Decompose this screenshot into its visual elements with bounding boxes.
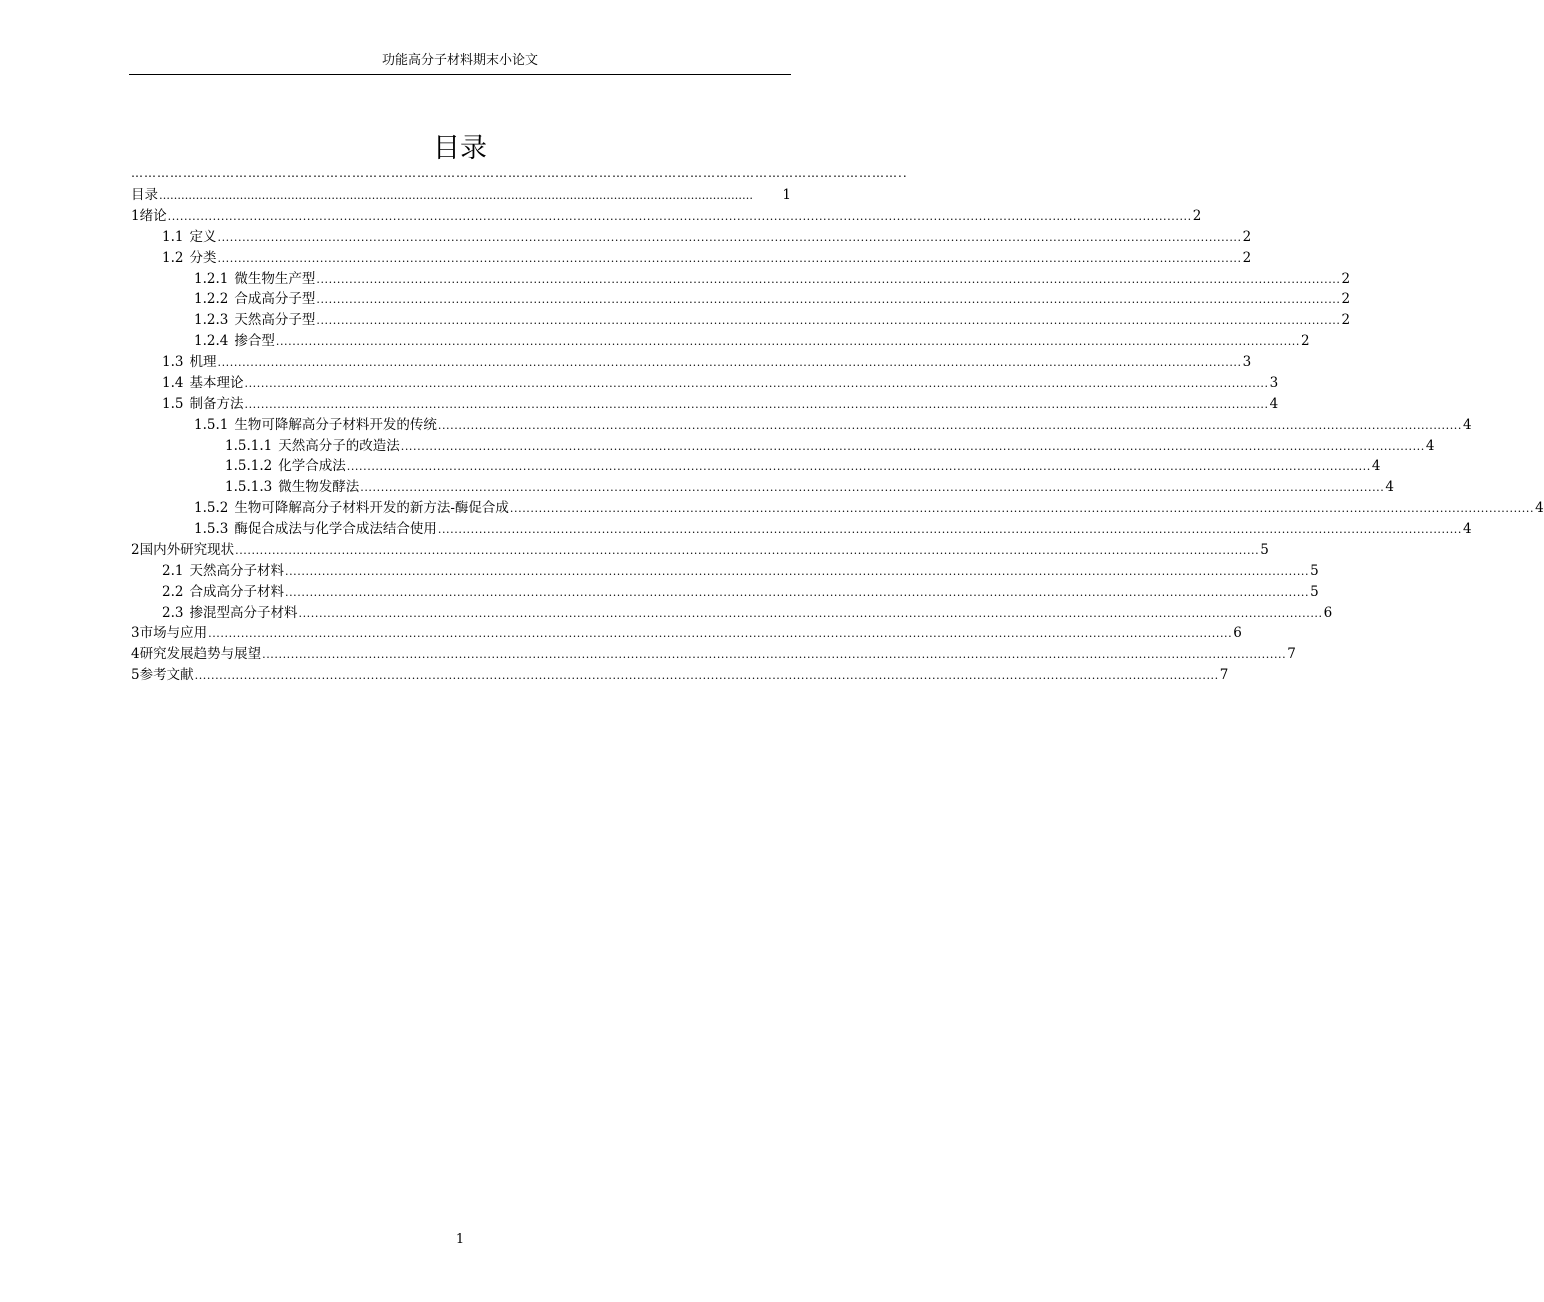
toc-entry-number: 1.5.1.1 (225, 437, 273, 454)
toc-entry-page: 6 (1323, 604, 1333, 621)
toc-dot-leader (244, 395, 1268, 416)
toc-entry-page: 7 (1287, 646, 1296, 663)
toc-entry-title: 天然高分子型 (234, 312, 316, 329)
toc-entry-title: 市场与应用 (139, 625, 208, 642)
toc-entry-page: 3 (1269, 374, 1279, 391)
toc-entry-page: 2 (1242, 249, 1252, 266)
toc-entry-number: 2 (131, 541, 140, 558)
toc-entry-title: 制备方法 (189, 395, 244, 412)
toc-entry[interactable] (131, 310, 1351, 331)
toc-entry-title: 微生物发酵法 (278, 479, 360, 496)
toc-entry-number: 2.3 (162, 604, 184, 621)
toc-entry-number: 1.5.3 (194, 521, 229, 537)
toc-entry-page: 5 (1310, 583, 1319, 600)
toc-dot-leader (347, 457, 1371, 478)
toc-entry-page: 4 (1463, 416, 1472, 433)
toc-entry-page: 4 (1425, 437, 1435, 454)
toc-dot-leader (360, 478, 1384, 499)
toc-entry-page: 4 (1535, 500, 1544, 517)
toc-entry-page: 2 (1341, 312, 1351, 329)
toc-entry[interactable] (131, 415, 1472, 436)
toc-entry-page: 2 (1242, 228, 1252, 245)
toc-entry[interactable] (131, 331, 1310, 352)
toc-entry-page: 2 (1341, 291, 1351, 308)
toc-entry-title: 合成高分子型 (234, 291, 316, 308)
toc-entry-title: 国内外研究现状 (139, 541, 235, 558)
toc-entry-title: 化学合成法 (278, 458, 346, 475)
toc-entry[interactable] (131, 603, 1333, 624)
toc-entry[interactable] (131, 665, 1229, 686)
toc-dot-leader (316, 290, 1340, 311)
toc-dot-leader (217, 353, 1241, 374)
toc-entry-title: 合成高分子材料 (189, 583, 284, 600)
toc-dot-leader (316, 311, 1340, 332)
toc-entry-page: 4 (1463, 521, 1472, 537)
toc-entry[interactable] (131, 436, 1435, 457)
toc-entry[interactable] (131, 498, 1544, 519)
toc-entry-number: 1.5 (162, 395, 184, 412)
toc-entry-number: 1.5.1.2 (225, 458, 273, 475)
toc-dot-leader (285, 583, 1309, 604)
toc-entry-title: 基本理论 (189, 374, 244, 391)
toc-entry[interactable] (131, 248, 1252, 269)
toc-entry-title: 天然高分子的改造法 (278, 437, 400, 454)
toc-entry-title: 绪论 (139, 207, 167, 224)
toc-entry-title: 目录 (131, 187, 158, 203)
toc-entry-title: 掺混型高分子材料 (189, 604, 298, 621)
toc-dot-leader (262, 645, 1286, 666)
header-rule (129, 74, 791, 75)
toc-entry[interactable] (131, 644, 1296, 665)
toc-entry-number: 1.3 (162, 354, 184, 370)
toc-entry[interactable] (131, 456, 1381, 477)
toc-entry[interactable] (131, 373, 1279, 394)
toc-entry[interactable] (131, 519, 1472, 540)
running-header: 功能高分子材料期末小论文 (381, 53, 538, 68)
toc-entry-page: 2 (1301, 333, 1310, 350)
toc-entry-page: 5 (1310, 562, 1319, 579)
toc-entry[interactable] (131, 269, 1351, 290)
toc-entry[interactable] (131, 540, 1269, 561)
toc-dot-leader (159, 186, 781, 207)
toc-entry-title: 参考文献 (139, 667, 194, 684)
toc-entry[interactable] (131, 185, 791, 206)
toc-entry-page: 4 (1269, 395, 1279, 412)
toc-entry[interactable] (131, 206, 1202, 227)
toc-entry-title: 天然高分子材料 (189, 562, 284, 579)
toc-entry-page: 1 (782, 187, 791, 203)
toc-dot-leader (276, 332, 1300, 353)
toc-list (131, 185, 1544, 686)
toc-entry-number: 1.5.2 (194, 500, 229, 517)
toc-entry-page: 6 (1233, 625, 1242, 642)
toc-entry-page: 2 (1192, 207, 1202, 224)
toc-dot-leader (401, 437, 1425, 458)
toc-dot-leader (298, 604, 1322, 625)
toc-title: 目录 (433, 133, 487, 164)
toc-entry-page: 2 (1341, 270, 1351, 287)
toc-entry-number: 5 (131, 667, 140, 684)
toc-entry-page: 3 (1242, 354, 1252, 370)
toc-entry-number: 1.5.1 (194, 416, 229, 433)
page-number: 1 (455, 1232, 465, 1247)
toc-entry-number: 1.2.3 (194, 312, 229, 329)
toc-leader-line: …………………………………………………………………………………………………………………………………………………………….. (131, 166, 908, 180)
toc-entry-number: 1.5.1.3 (225, 479, 273, 496)
toc-entry-title: 生物可降解高分子材料开发的新方法-酶促合成 (234, 500, 509, 517)
toc-entry[interactable] (131, 561, 1319, 582)
toc-entry-title: 研究发展趋势与展望 (139, 646, 262, 663)
toc-dot-leader (208, 624, 1232, 645)
toc-dot-leader (285, 562, 1309, 583)
toc-dot-leader (244, 374, 1268, 395)
toc-entry[interactable] (131, 477, 1394, 498)
toc-entry-number: 4 (131, 646, 140, 663)
toc-dot-leader (168, 207, 1192, 228)
toc-entry[interactable] (131, 623, 1242, 644)
toc-dot-leader (195, 666, 1219, 687)
toc-entry-page: 7 (1219, 667, 1229, 684)
toc-entry-number: 1.2 (162, 249, 184, 266)
toc-dot-leader (438, 416, 1462, 437)
toc-dot-leader (217, 249, 1241, 270)
toc-entry-title: 定义 (189, 228, 217, 245)
toc-entry-number: 1.1 (162, 228, 184, 245)
toc-entry[interactable] (131, 289, 1351, 310)
toc-entry-title: 掺合型 (234, 333, 275, 350)
toc-entry-title: 微生物生产型 (234, 270, 316, 287)
toc-entry-title: 机理 (189, 354, 217, 370)
toc-entry-number: 1.2.4 (194, 333, 229, 350)
toc-entry-title: 酶促合成法与化学合成法结合使用 (234, 521, 437, 537)
toc-entry-title: 生物可降解高分子材料开发的传统 (234, 416, 437, 433)
toc-dot-leader (438, 520, 1462, 541)
toc-entry-page: 5 (1260, 541, 1269, 558)
toc-entry-number: 3 (131, 625, 140, 642)
toc-dot-leader (316, 270, 1340, 291)
toc-entry-number: 2.1 (162, 562, 184, 579)
toc-dot-leader (510, 499, 1534, 520)
toc-dot-leader (217, 228, 1241, 249)
toc-entry[interactable] (131, 394, 1279, 415)
toc-entry[interactable] (131, 352, 1252, 373)
toc-entry-number: 1 (131, 207, 140, 224)
toc-entry-number: 2.2 (162, 583, 184, 600)
toc-entry[interactable] (131, 582, 1319, 603)
toc-entry-number: 1.2.1 (194, 270, 229, 287)
toc-entry-number: 1.2.2 (194, 291, 229, 308)
toc-entry-number: 1.4 (162, 374, 184, 391)
toc-entry-title: 分类 (189, 249, 217, 266)
toc-dot-leader (235, 541, 1259, 562)
toc-entry-page: 4 (1385, 479, 1394, 496)
toc-entry-page: 4 (1371, 458, 1381, 475)
toc-entry[interactable] (131, 227, 1252, 248)
